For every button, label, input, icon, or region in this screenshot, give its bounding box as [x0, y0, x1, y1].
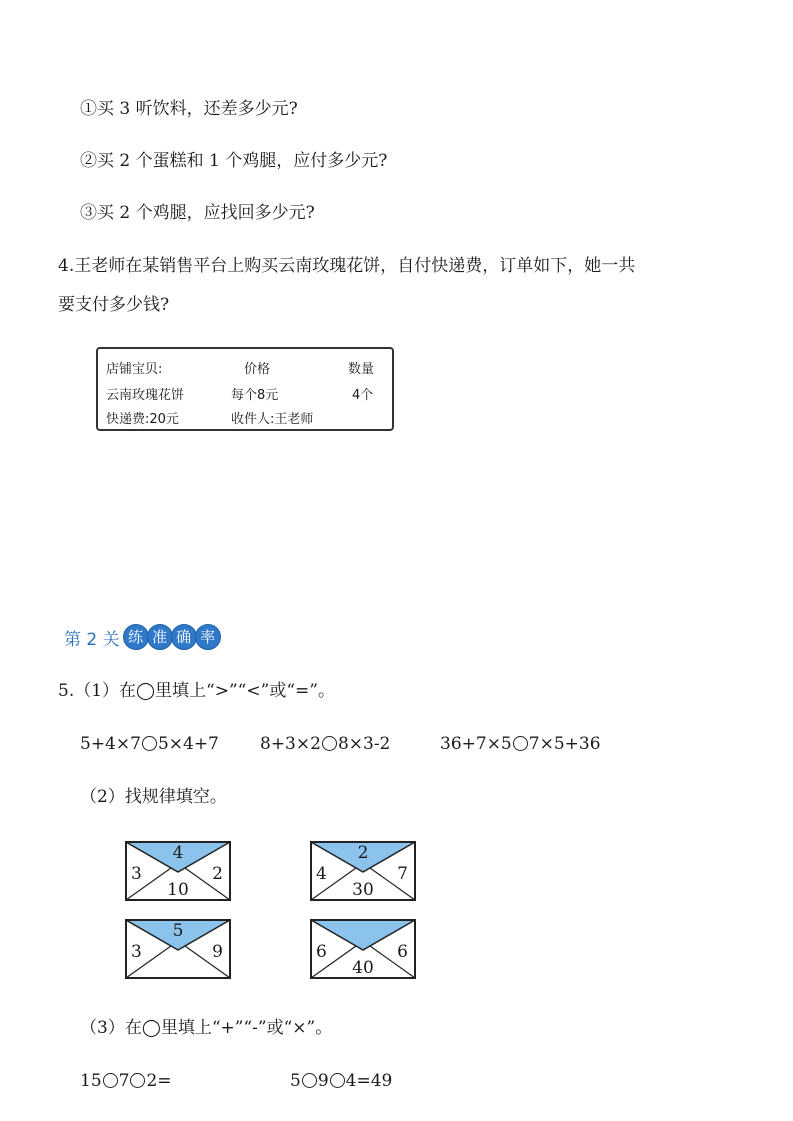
order-item-qty: 4个 — [352, 388, 374, 403]
compare-circle-3[interactable] — [513, 736, 528, 751]
expr-1-right: 5×4+7 — [157, 734, 219, 754]
op2-n2: 9 — [317, 1071, 329, 1091]
q5-op-expr-1 — [80, 1070, 172, 1092]
op1-eq: = — [157, 1071, 172, 1091]
order-box — [96, 347, 394, 431]
envelope-3-top: 5 — [172, 921, 184, 941]
expr-2-right: 8×3-2 — [337, 734, 391, 754]
envelope-1-bottom: 10 — [167, 880, 189, 900]
envelope-2-right: 7 — [397, 864, 408, 884]
order-header-price: 价格 — [244, 362, 271, 377]
op1-n1: 15 — [80, 1071, 102, 1091]
expr-3-left: 36+7×5 — [440, 734, 512, 754]
expr-2-left: 8+3×2 — [260, 734, 321, 754]
op1-n3: 2 — [146, 1071, 158, 1091]
q4-line-2: 要支付多少钱? — [58, 295, 170, 315]
envelope-2-bottom: 30 — [352, 880, 374, 900]
q4-line-1: 4.王老师在某销售平台上购买云南玫瑰花饼，自付快递费，订单如下，她一共 — [58, 256, 636, 276]
envelope-3-right: 9 — [212, 942, 223, 962]
envelope-4-left: 6 — [316, 942, 327, 962]
expr-1-left: 5+4×7 — [80, 734, 141, 754]
q5-part1-prompt: 5.（1）在◯里填上“>”“<”或“=”。 — [58, 681, 335, 701]
envelope-2-top: 2 — [357, 843, 369, 863]
operator-circle-4[interactable] — [330, 1073, 345, 1088]
envelope-1-left: 3 — [131, 864, 142, 884]
q5-op-expr-2 — [290, 1070, 392, 1092]
envelope-4-right: 6 — [397, 942, 408, 962]
q5-part3-prompt: （3）在◯里填上“+”“-”或“×”。 — [80, 1018, 333, 1038]
q5-expr-1 — [80, 733, 219, 755]
section-badge-3: 确 — [171, 624, 197, 650]
order-recipient: 收件人:王老师 — [231, 412, 314, 427]
operator-circle-2[interactable] — [130, 1073, 145, 1088]
order-item-price: 每个8元 — [231, 388, 279, 403]
order-item-name: 云南玫瑰花饼 — [106, 388, 185, 403]
order-header-qty: 数量 — [348, 362, 375, 377]
section-badge-4: 率 — [195, 624, 221, 650]
operator-circle-1[interactable] — [103, 1073, 118, 1088]
section-label: 第 2 关 — [64, 629, 120, 650]
envelope-1-top: 4 — [172, 843, 184, 863]
envelope-2 — [310, 841, 416, 901]
envelope-3 — [125, 919, 231, 979]
op2-n3: 4 — [345, 1071, 357, 1091]
expr-3-right: 7×5+36 — [528, 734, 601, 754]
op2-n1: 5 — [290, 1071, 301, 1091]
q3-sub-1: ①买 3 听饮料，还差多少元? — [80, 99, 298, 119]
q5-part2-prompt: （2）找规律填空。 — [80, 787, 227, 807]
envelope-4-bottom: 40 — [352, 958, 374, 978]
section-badge-2: 准 — [147, 624, 173, 650]
op2-eq: =49 — [356, 1071, 393, 1091]
q3-sub-2: ②买 2 个蛋糕和 1 个鸡腿，应付多少元? — [80, 151, 388, 171]
q5-expr-3 — [440, 733, 601, 755]
operator-circle-3[interactable] — [302, 1073, 317, 1088]
compare-circle-2[interactable] — [322, 736, 337, 751]
op1-n2: 7 — [118, 1071, 130, 1091]
q5-expr-2 — [260, 733, 390, 755]
q3-sub-3: ③买 2 个鸡腿，应找回多少元? — [80, 203, 315, 223]
section-badge-1: 练 — [123, 624, 149, 650]
order-header-item: 店铺宝贝: — [106, 362, 163, 377]
envelope-1-right: 2 — [212, 864, 223, 884]
envelope-3-left: 3 — [131, 942, 142, 962]
compare-circle-1[interactable] — [142, 736, 157, 751]
order-shipping: 快递费:20元 — [106, 412, 179, 427]
envelope-1 — [125, 841, 231, 901]
section-header — [64, 624, 219, 650]
envelope-2-left: 4 — [316, 864, 327, 884]
envelope-4 — [310, 919, 416, 979]
